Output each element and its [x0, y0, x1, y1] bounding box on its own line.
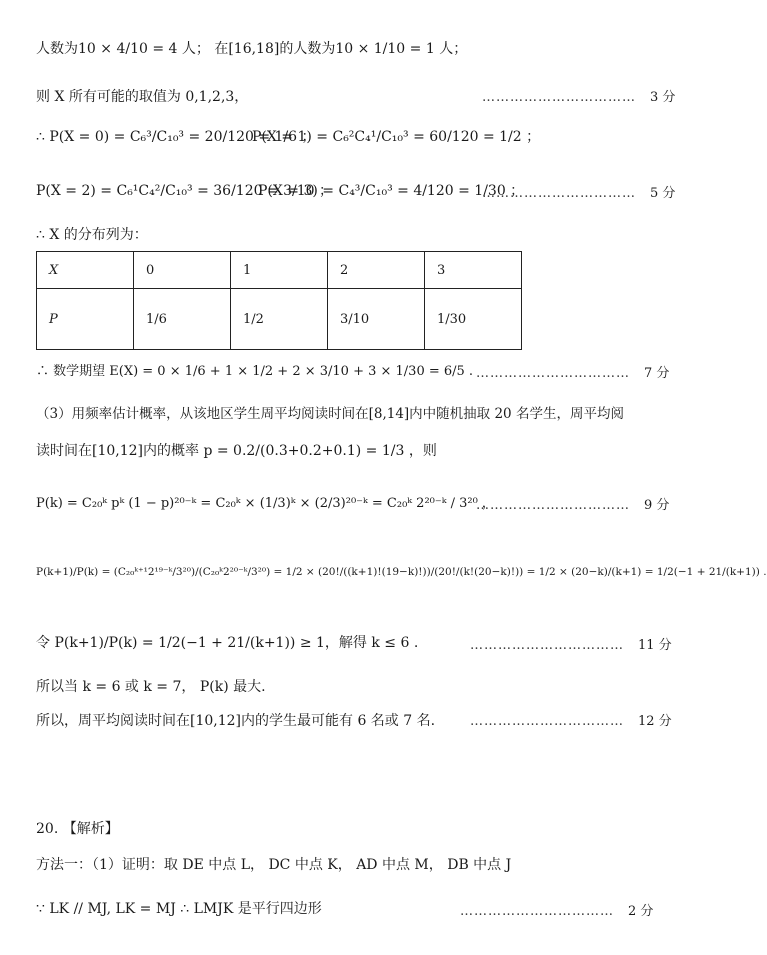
table-cell: 1/6: [134, 289, 231, 350]
line-3a: ∴ P(X = 0) = C₆³/C₁₀³ = 20/120 = 1/6 ；: [36, 129, 316, 145]
score-2: …………………………… 2 分: [460, 904, 654, 919]
table-cell: 2: [328, 252, 425, 289]
table-cell: 1/30: [425, 289, 522, 350]
text-line-2: 则 X 所有可能的取值为 0,1,2,3，: [36, 89, 249, 105]
line-4a: P(X = 2) = C₆¹C₄²/C₁₀³ = 36/120 = 3/10 ；: [36, 183, 334, 199]
question-20-heading: 20. 【解析】: [36, 821, 119, 837]
table-cell: 0: [134, 252, 231, 289]
score-5: …………………………… 5 分: [482, 186, 676, 201]
line-12: 所以当 k = 6 或 k = 7， P(k) 最大.: [36, 679, 266, 695]
line-11: 令 P(k+1)/P(k) = 1/2(−1 + 21/(k+1)) ≥ 1，解得 k ≤ 6 .: [36, 635, 419, 651]
method-1-line: 方法一：（1）证明：取 DE 中点 L， DC 中点 K， AD 中点 M， DB 中点 J: [36, 857, 512, 873]
line-10: P(k+1)/P(k) = (C₂₀ᵏ⁺¹2¹⁹⁻ᵏ/3²⁰)/(C₂₀ᵏ2²⁰⁻ᵏ/3²⁰) = 1/2 × (20!/((k+1)!(19−k)!))/(20!/(k!(20−k)!)) = 1/2 × (20−k)/(k+1) = 1/2(−1 + 21/(k+1)) .: [36, 566, 767, 578]
line-9: P(k) = C₂₀ᵏ pᵏ (1 − p)²⁰⁻ᵏ = C₂₀ᵏ × (1/3)ᵏ × (2/3)²⁰⁻ᵏ = C₂₀ᵏ 2²⁰⁻ᵏ / 3²⁰ ，: [36, 496, 495, 511]
table-cell: 3: [425, 252, 522, 289]
line-4b: P(X = 3) = C₄³/C₁₀³ = 4/120 = 1/30 ；: [258, 183, 525, 199]
line-13: 所以，周平均阅读时间在[10,12]内的学生最可能有 6 名或 7 名.: [36, 713, 436, 729]
line-2: [36, 86, 248, 106]
line-7: （3）用频率估计概率，从该地区学生周平均阅读时间在[8,14]内中随机抽取 20 名学生，周平均阅: [36, 406, 624, 422]
line-5: ∴ X 的分布列为：: [36, 227, 148, 243]
line-6: ∴ 数学期望 E(X) = 0 × 1/6 + 1 × 1/2 + 2 × 3/10 + 3 × 1/30 = 6/5 .: [36, 364, 474, 379]
score-12: …………………………… 12 分: [470, 714, 672, 729]
table-cell: 1: [231, 252, 328, 289]
score-3: …………………………… 3 分: [482, 90, 676, 105]
score-9: …………………………… 9 分: [476, 498, 670, 513]
method-1-line-2: ∵ LK // MJ, LK = MJ ∴ LMJK 是平行四边形: [36, 901, 322, 917]
score-7: …………………………… 7 分: [476, 366, 670, 381]
table-row-p: [37, 289, 522, 350]
line-3b: P(X = 1) = C₆²C₄¹/C₁₀³ = 60/120 = 1/2 ；: [252, 129, 541, 145]
line-1: [36, 38, 467, 58]
dot-leader: ……………………………: [482, 90, 636, 105]
line-8: 读时间在[10,12]内的概率 p = 0.2/(0.3+0.2+0.1) = 1/3 ，则: [36, 443, 437, 459]
table-cell: 1/2: [231, 289, 328, 350]
table-cell: 3/10: [328, 289, 425, 350]
text-line-1: 人数为10 × 4/10 = 4 人； 在[16,18]的人数为10 × 1/10 = 1 人；: [36, 41, 468, 57]
score-11: …………………………… 11 分: [470, 638, 672, 653]
table-cell-x-label: X: [37, 252, 134, 289]
table-row-x: [37, 252, 522, 289]
table-cell-p-label: P: [37, 289, 134, 350]
distribution-table: [36, 251, 522, 350]
